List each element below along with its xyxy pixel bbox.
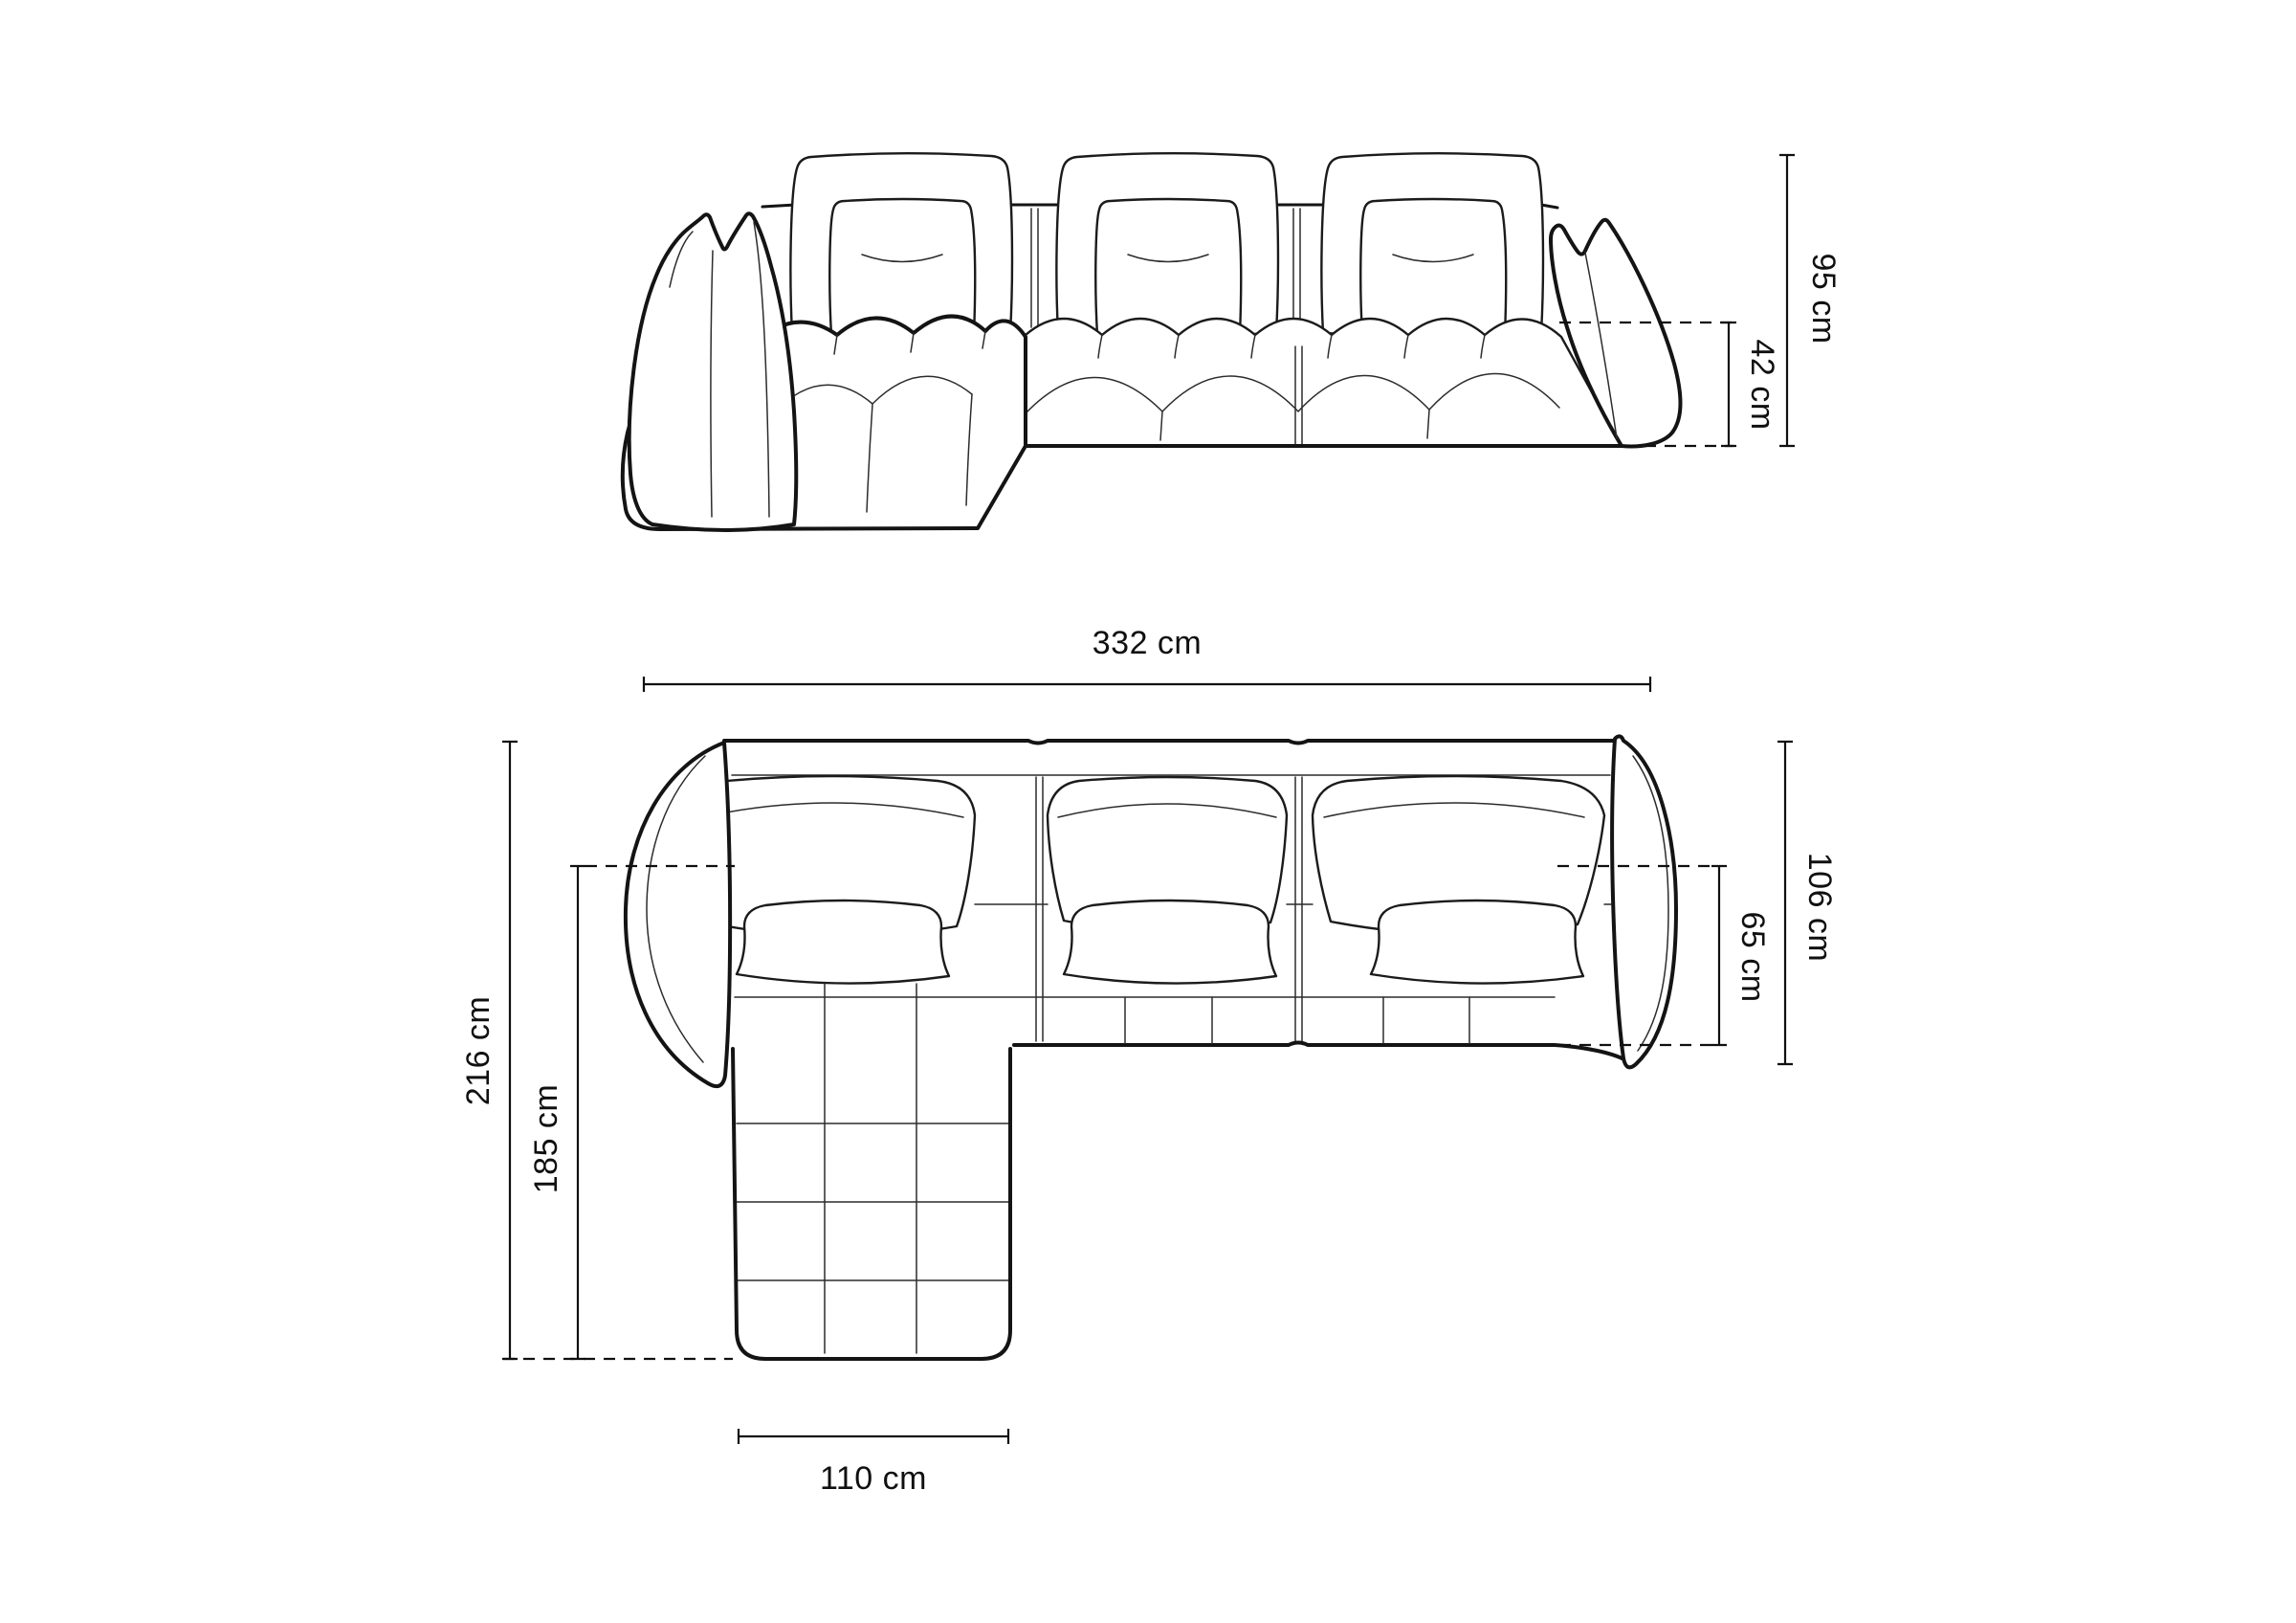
height-dim-line xyxy=(1779,155,1795,446)
seat-height-label: 42 cm xyxy=(1744,339,1781,431)
dim-total-depth xyxy=(460,742,518,1359)
seat-height-dim-line xyxy=(1721,322,1736,446)
seat-modules xyxy=(1026,319,1622,446)
dim-body-depth xyxy=(1777,742,1838,1064)
plan-chaise-outline xyxy=(733,1049,1010,1359)
chaise-depth-dim-line xyxy=(570,866,585,1359)
left-armrest xyxy=(629,213,797,530)
plan-head-cushion xyxy=(1064,900,1276,984)
total-width-dim-line xyxy=(644,677,1650,692)
plan-seat-grid xyxy=(735,984,1555,1353)
front-elevation-view xyxy=(623,153,1842,530)
back-cushion xyxy=(1321,153,1543,338)
total-width-label: 332 cm xyxy=(1092,625,1203,661)
plan-left-armrest xyxy=(626,743,730,1086)
chaise-depth-label: 185 cm xyxy=(527,1083,564,1194)
total-depth-label: 216 cm xyxy=(459,995,497,1106)
chaise-width-dim-line xyxy=(739,1429,1008,1444)
total-depth-dim-line xyxy=(502,742,518,1359)
height-label: 95 cm xyxy=(1805,253,1843,345)
body-depth-label: 106 cm xyxy=(1801,852,1839,963)
chaise-width-label: 110 cm xyxy=(820,1460,927,1497)
dim-chaise-width xyxy=(739,1429,1008,1497)
dim-total-width xyxy=(644,625,1650,692)
seat-depth-label: 65 cm xyxy=(1734,911,1772,1003)
plan-right-armrest xyxy=(1612,736,1676,1067)
body-depth-dim-line xyxy=(1777,742,1793,1064)
plan-head-cushion xyxy=(1371,900,1583,984)
plan-head-cushions xyxy=(737,900,1583,984)
top-plan-view xyxy=(460,625,1838,1497)
seat-depth-dim-line xyxy=(1711,866,1727,1045)
back-cushion xyxy=(790,153,1012,338)
back-cushion xyxy=(1056,153,1278,338)
